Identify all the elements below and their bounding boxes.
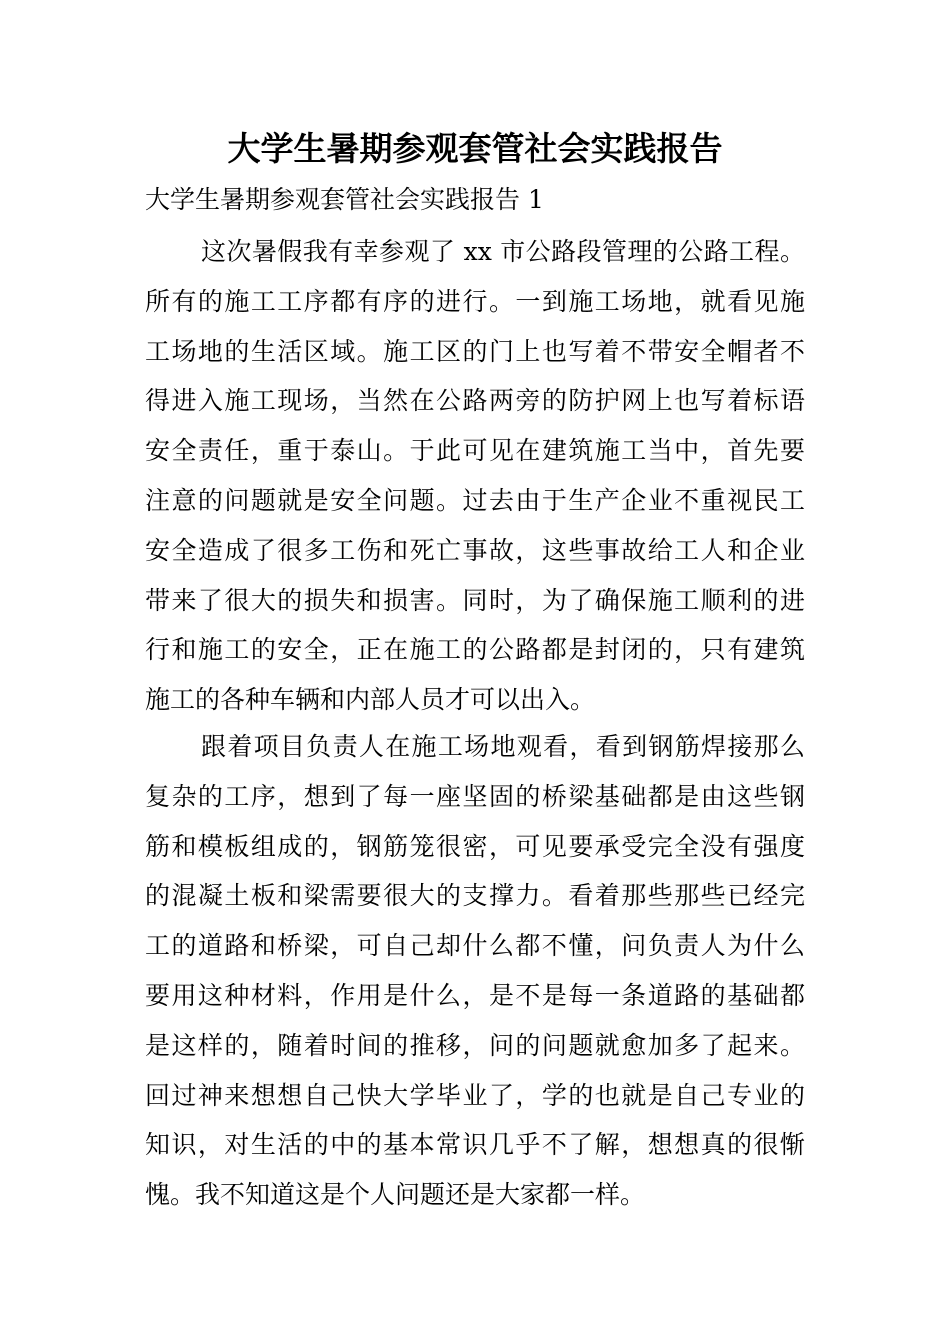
paragraph-line: 带来了很大的损失和损害。同时，为了确保施工顺利的进 <box>145 585 805 615</box>
paragraph-line: 注意的问题就是安全问题。过去由于生产企业不重视民工 <box>145 485 805 515</box>
paragraph-line: 的混凝土板和梁需要很大的支撑力。看着那些那些已经完 <box>145 881 805 911</box>
paragraph-line: 跟着项目负责人在施工场地观看，看到钢筋焊接那么 <box>201 732 805 761</box>
paragraph-line: 这次暑假我有幸参观了 xx 市公路段管理的公路工程。 <box>201 237 805 266</box>
paragraph-line: 工场地的生活区域。施工区的门上也写着不带安全帽者不 <box>145 336 805 366</box>
paragraph-line: 安全责任，重于泰山。于此可见在建筑施工当中，首先要 <box>145 436 805 466</box>
paragraph-line: 工的道路和桥梁，可自己却什么都不懂，问负责人为什么 <box>145 931 805 961</box>
paragraph-line: 筋和模板组成的，钢筋笼很密，可见要承受完全没有强度 <box>145 831 805 861</box>
paragraph-1 <box>145 227 805 725</box>
paragraph-line: 行和施工的安全，正在施工的公路都是封闭的，只有建筑 <box>145 635 805 665</box>
paragraph-line: 是这样的，随着时间的推移，问的问题就愈加多了起来。 <box>145 1030 805 1060</box>
paragraph-line: 愧。我不知道这是个人问题还是大家都一样。 <box>145 1180 646 1210</box>
paragraph-line: 所有的施工工序都有序的进行。一到施工场地，就看见施 <box>145 286 805 316</box>
paragraph-line: 复杂的工序，想到了每一座坚固的桥梁基础都是由这些钢 <box>145 781 805 811</box>
paragraph-line: 知识，对生活的中的基本常识几乎不了解，想想真的很惭 <box>145 1130 805 1160</box>
paragraph-line: 回过神来想想自己快大学毕业了，学的也就是自己专业的 <box>145 1080 805 1110</box>
document-title: 大学生暑期参观套管社会实践报告 <box>227 129 723 168</box>
paragraph-line: 得进入施工现场，当然在公路两旁的防护网上也写着标语 <box>145 386 805 416</box>
document-subtitle: 大学生暑期参观套管社会实践报告 1 <box>145 185 544 214</box>
paragraph-line: 要用这种材料，作用是什么，是不是每一条道路的基础都 <box>145 980 805 1010</box>
paragraph-line: 安全造成了很多工伤和死亡事故，这些事故给工人和企业 <box>145 535 805 565</box>
paragraph-2 <box>145 722 805 1220</box>
paragraph-line: 施工的各种车辆和内部人员才可以出入。 <box>145 685 596 715</box>
